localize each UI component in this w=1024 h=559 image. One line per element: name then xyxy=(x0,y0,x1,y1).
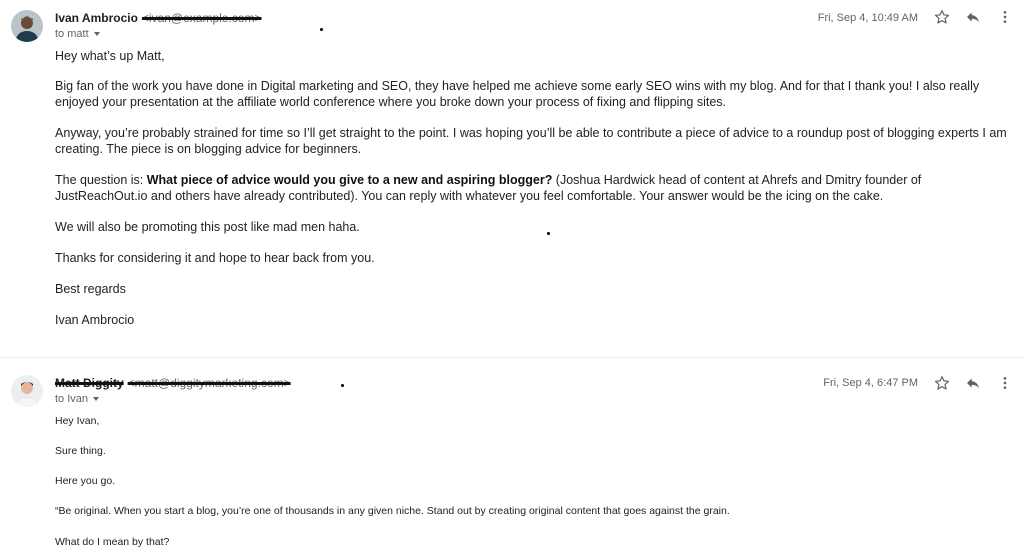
reply-line-4: “Be original. When you start a blog, you’re one of thousands in any given niche. Stand out by creating original content that goes against the grain. xyxy=(55,505,730,517)
timestamp: Fri, Sep 4, 10:49 AM xyxy=(817,12,918,24)
reply-line-1: Hey Ivan, xyxy=(55,415,100,427)
star-icon[interactable] xyxy=(932,7,952,27)
sender-email-redacted: <ivan@example.com> xyxy=(141,11,262,25)
sender-line xyxy=(55,376,291,390)
stray-dot xyxy=(341,384,344,387)
sender-name[interactable]: Ivan Ambrocio xyxy=(55,11,138,25)
recipient-label: to matt xyxy=(55,28,89,40)
email-signoff: Best regards xyxy=(55,282,126,296)
timestamp: Fri, Sep 4, 6:47 PM xyxy=(823,377,918,389)
sender-avatar[interactable] xyxy=(11,10,43,42)
reply-line-2: Sure thing. xyxy=(55,445,106,457)
email-paragraph-1: Big fan of the work you have done in Digital marketing and SEO, they have helped me achieve some early SEO wins with my blog. And for that I thank you! I also really enjoyed your presentation at the affiliate world conference where you broke down your process of fixing and flipping sites. xyxy=(55,79,980,109)
reply-line-3: Here you go. xyxy=(55,475,116,487)
sender-line xyxy=(55,11,261,25)
reply-icon[interactable] xyxy=(963,373,983,393)
sender-avatar[interactable] xyxy=(11,375,43,407)
more-vert-icon[interactable] xyxy=(995,7,1015,27)
recipient-label: to Ivan xyxy=(55,393,89,405)
recipient-toggle[interactable] xyxy=(55,393,99,405)
more-vert-icon[interactable] xyxy=(995,373,1015,393)
sender-email-redacted: <matt@diggitymarketing.com> xyxy=(127,376,291,390)
question-suffix: (Joshua Hardwick head of content at Ahrefs and Dmitry founder of JustReachOut.io and others have already contributed). You can reply with whatever you feel comfortable. Your answer would be the icing on the cake. xyxy=(55,173,922,203)
question-text: What piece of advice would you give to a new and aspiring blogger? xyxy=(146,173,553,187)
star-icon[interactable] xyxy=(932,373,952,393)
email-greeting: Hey what’s up Matt, xyxy=(55,49,165,63)
email-paragraph-4: We will also be promoting this post like mad men haha. xyxy=(55,220,360,234)
sender-name[interactable]: Matt Diggity xyxy=(55,376,124,390)
reply-line-5: What do I mean by that? xyxy=(55,536,170,548)
email-paragraph-5: Thanks for considering it and hope to hear back from you. xyxy=(55,251,375,265)
recipient-toggle[interactable] xyxy=(55,28,100,40)
email-paragraph-3 xyxy=(55,172,1015,204)
chevron-down-icon xyxy=(93,397,99,401)
stray-dot xyxy=(547,232,550,235)
email-message-2 xyxy=(0,358,1024,559)
email-signature: Ivan Ambrocio xyxy=(55,313,135,327)
stray-dot xyxy=(320,28,323,31)
chevron-down-icon xyxy=(94,32,100,36)
reply-icon[interactable] xyxy=(963,7,983,27)
question-prefix: The question is: xyxy=(55,173,147,187)
email-paragraph-2: Anyway, you’re probably strained for time so I’ll get straight to the point. I was hoping you’ll be able to contribute a piece of advice to a roundup post of blogging experts I am creating. The piece is on blogging advice for beginners. xyxy=(55,126,1007,156)
